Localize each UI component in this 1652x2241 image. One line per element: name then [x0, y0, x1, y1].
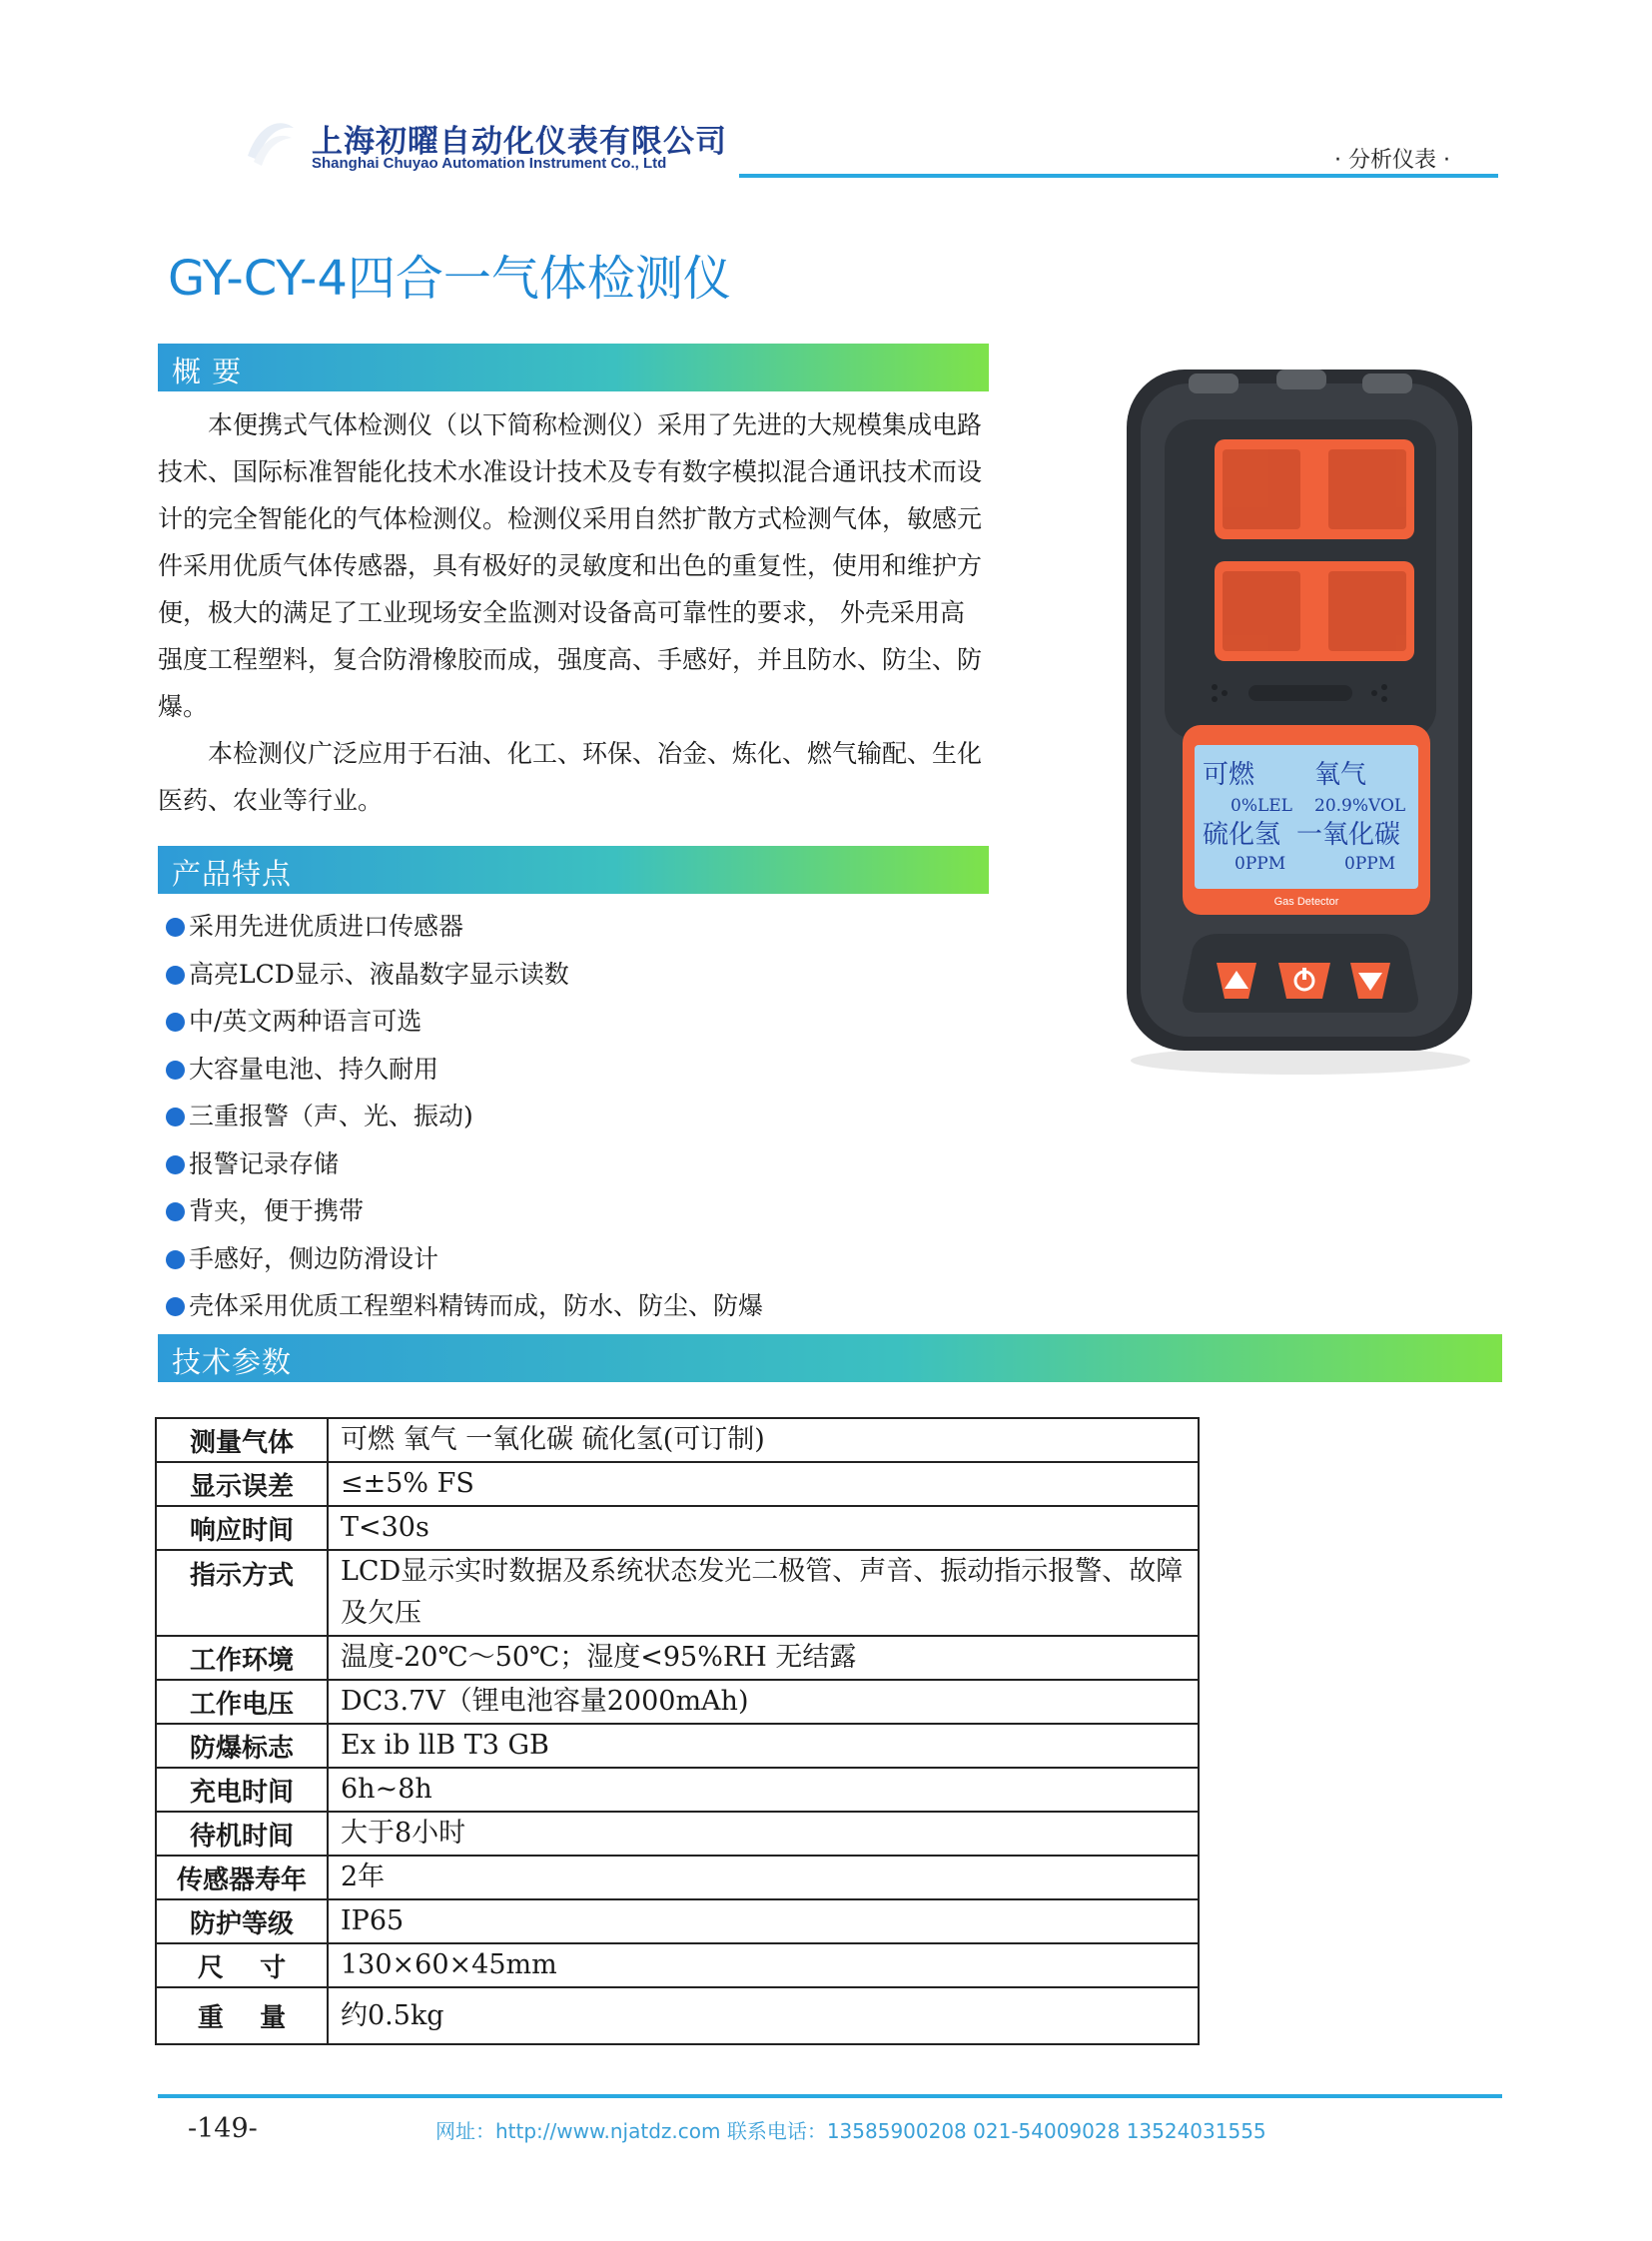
lcd-value-combustible: 0%LEL	[1231, 796, 1292, 816]
bullet-icon	[166, 918, 185, 937]
overview-section-bar	[158, 344, 989, 391]
feature-item: 三重报警（声、光、振动)	[166, 1093, 985, 1140]
company-name-cn: 上海初曜自动化仪表有限公司	[312, 124, 727, 160]
lcd-label-oxygen: 氧气	[1314, 760, 1367, 790]
overview-paragraph-1: 本便携式气体检测仪（以下简称检测仪）采用了先进的大规模集成电路技术、国际标准智能化技术水准设计技术及专有数字模拟混合通讯技术而设计的完全智能化的气体检测仪。检测仪采用自然扩散方式检测气体，敏感元件采用优质气体传感器，具有极好的灵敏度和出色的重复性，使用和维护方便，极大的满足了工业现场安全监测对设备高可靠性的要求， 外壳采用高强度工程塑料，复合防滑橡胶而成，强度高、手感好，并且防水、防尘、防爆。	[158, 410, 983, 721]
table-row: 测量气体 可燃 氧气 一氧化碳 硫化氢(可订制)	[156, 1418, 1199, 1462]
lcd-value-h2s: 0PPM	[1235, 854, 1286, 874]
specs-heading: 技术参数	[172, 1345, 293, 1379]
table-row: 指示方式 LCD显示实时数据及系统状态发光二极管、声音、振动指示报警、故障及欠压	[156, 1550, 1199, 1636]
header-divider	[739, 174, 1498, 178]
lcd-label-combustible: 可燃	[1203, 760, 1255, 790]
table-row: 响应时间 T<30s	[156, 1506, 1199, 1550]
features-heading: 产品特点	[172, 857, 293, 891]
features-section-bar	[158, 846, 989, 894]
feature-item: 报警记录存储	[166, 1140, 985, 1188]
feature-item: 壳体采用优质工程塑料精铸而成，防水、防尘、防爆	[166, 1282, 985, 1330]
category-label: · 分析仪表 ·	[1334, 148, 1450, 173]
feature-item: 大容量电池、持久耐用	[166, 1046, 985, 1094]
bullet-icon	[166, 1155, 185, 1174]
company-logo-icon	[240, 112, 300, 172]
overview-heading: 概 要	[172, 355, 243, 388]
table-row: 尺 寸 130×60×45mm	[156, 1943, 1199, 1987]
specs-section-bar	[158, 1334, 1502, 1382]
lcd-value-co: 0PPM	[1344, 854, 1396, 874]
bullet-icon	[166, 966, 185, 985]
footer-contact: 网址：http://www.njatdz.com 联系电话：13585900208 021-54009028 13524031555	[435, 2119, 1266, 2143]
footer-divider	[158, 2094, 1502, 2098]
device-brand-label: Gas Detector	[1273, 896, 1339, 908]
features-list	[166, 903, 985, 1330]
bullet-icon	[166, 1297, 185, 1316]
gas-detector-device-image	[1119, 350, 1482, 1079]
table-row: 防爆标志 Ex ib llB T3 GB	[156, 1724, 1199, 1768]
lcd-label-co: 一氧化碳	[1296, 820, 1401, 850]
table-row: 工作环境 温度-20℃～50℃；湿度<95%RH 无结露	[156, 1636, 1199, 1680]
bullet-icon	[166, 1108, 185, 1126]
feature-item: 高亮LCD显示、液晶数字显示读数	[166, 951, 985, 999]
table-row: 工作电压 DC3.7V（锂电池容量2000mAh)	[156, 1680, 1199, 1724]
table-row: 重 量 约0.5kg	[156, 1987, 1199, 2044]
table-row: 充电时间 6h~8h	[156, 1768, 1199, 1812]
bullet-icon	[166, 1250, 185, 1269]
bullet-icon	[166, 1202, 185, 1221]
bullet-icon	[166, 1061, 185, 1080]
table-row: 传感器寿年 2年	[156, 1856, 1199, 1899]
specs-table	[155, 1417, 1200, 2045]
page-number: -149-	[188, 2113, 258, 2144]
feature-item: 背夹，便于携带	[166, 1187, 985, 1235]
company-name-en: Shanghai Chuyao Automation Instrument Co., Ltd	[312, 155, 667, 172]
bullet-icon	[166, 1013, 185, 1032]
feature-item: 采用先进优质进口传感器	[166, 903, 985, 951]
table-row: 待机时间 大于8小时	[156, 1812, 1199, 1856]
overview-text	[158, 401, 989, 824]
page-title: GY-CY-4四合一气体检测仪	[168, 251, 731, 307]
lcd-value-oxygen: 20.9%VOL	[1314, 796, 1406, 816]
table-row: 防护等级 IP65	[156, 1899, 1199, 1943]
lcd-label-h2s: 硫化氢	[1203, 820, 1281, 850]
table-row: 显示误差 ≤±5% FS	[156, 1462, 1199, 1506]
feature-item: 中/英文两种语言可选	[166, 998, 985, 1046]
overview-paragraph-2: 本检测仪广泛应用于石油、化工、环保、冶金、炼化、燃气输配、生化医药、农业等行业。	[158, 739, 983, 815]
feature-item: 手感好，侧边防滑设计	[166, 1235, 985, 1283]
